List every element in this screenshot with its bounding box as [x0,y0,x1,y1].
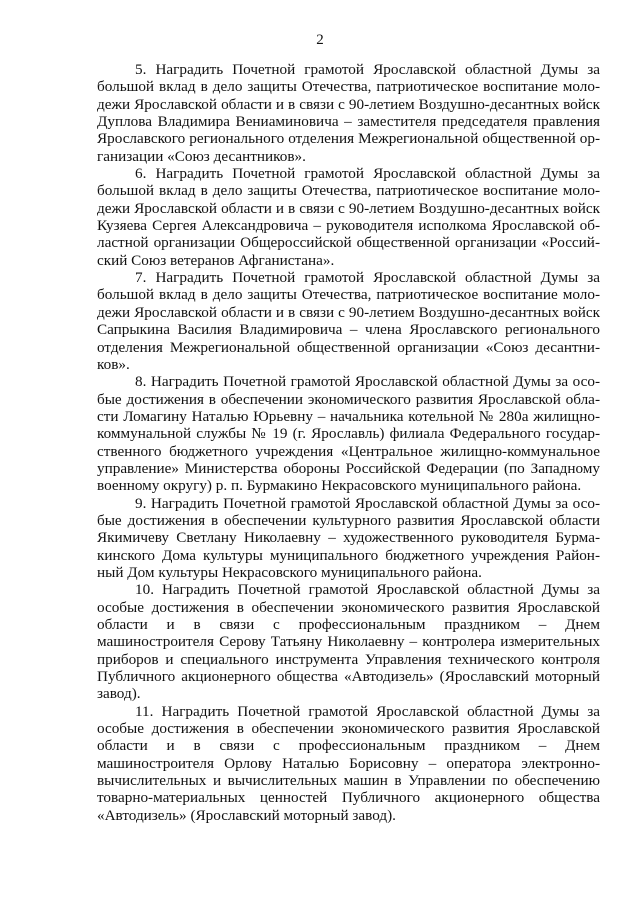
page-number: 2 [316,32,324,48]
paragraph-10: 10. Наградить Почетной грамотой Ярославской областной Думы за особые достижения в обеспечении экономического развития Ярославской области и в связи с профессиональным праздником – Днем машиностроителя Серову Татьяну Николаевну – контролера измерительных приборов и специального инструмента Управления технического контроля Публичного акционерного общества «Автодизель» (Ярославский моторный завод). [97,581,600,703]
paragraph-9: 9. Наградить Почетной грамотой Ярославской областной Думы за особые достижения в обеспечении культурного развития Ярославской области Якимичеву Светлану Николаевну – художественного руководителя Бурмакинского Дома культуры муниципального бюджетного учреждения Районный Дом культуры Некрасовского муниципального района. [97,494,600,581]
paragraph-6: 6. Наградить Почетной грамотой Ярославской областной Думы за большой вклад в дело защиты Отечества, патриотическое воспитание молодежи Ярославской области и в связи с 90-летием Воздушно-десантных войск Кузяева Сергея Александровича – руководителя исполкома Ярославской областной организации Общероссийской общественной организации «Российский Союз ветеранов Афганистана». [97,165,600,269]
paragraph-8: 8. Наградить Почетной грамотой Ярославской областной Думы за особые достижения в обеспечении экономического развития Ярославской области Ломагину Наталью Юрьевну – начальника котельной № 280а жилищно-коммунальной службы № 19 (г. Ярославль) филиала Федерального государственного бюджетного учреждения «Центральное жилищно-коммунальное управление» Министерства обороны Российской Федерации (по Западному военному округу) р. п. Бурмакино Некрасовского муниципального района. [97,373,600,495]
paragraph-5: 5. Наградить Почетной грамотой Ярославской областной Думы за большой вклад в дело защиты Отечества, патриотическое воспитание молодежи Ярославской области и в связи с 90-летием Воздушно-десантных войск Дуплова Владимира Вениаминовича – заместителя председателя правления Ярославского регионального отделения Межрегиональной общественной организации «Союз десантников». [97,61,600,165]
document-body [97,61,600,824]
paragraph-7: 7. Наградить Почетной грамотой Ярославской областной Думы за большой вклад в дело защиты Отечества, патриотическое воспитание молодежи Ярославской области и в связи с 90-летием Воздушно-десантных войск Сапрыкина Василия Владимировича – члена Ярославского регионального отделения Межрегиональной общественной организации «Союз десантников». [97,269,600,373]
paragraph-11: 11. Наградить Почетной грамотой Ярославской областной Думы за особые достижения в обеспечении экономического развития Ярославской области и в связи с профессиональным праздником – Днем машиностроителя Орлову Наталью Борисовну – оператора электронно-вычислительных и вычислительных машин в Управлении по обеспечению товарно-материальных ценностей Публичного акционерного общества «Автодизель» (Ярославский моторный завод). [97,702,600,824]
